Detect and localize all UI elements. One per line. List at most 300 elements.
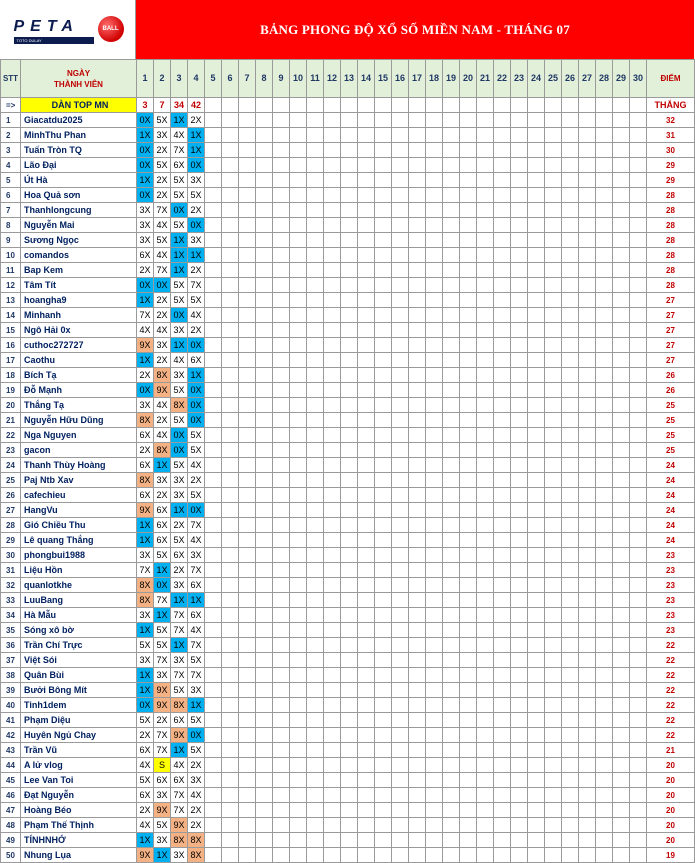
day-cell-empty [290, 548, 307, 563]
day-cell-empty [375, 833, 392, 848]
day-cell-empty [545, 698, 562, 713]
row-score: 26 [647, 368, 695, 383]
day-cell-empty [545, 803, 562, 818]
day-cell: 2X [188, 323, 205, 338]
day-cell-empty [273, 443, 290, 458]
day-cell-empty [409, 563, 426, 578]
day-cell-empty [596, 413, 613, 428]
day-cell-empty [443, 398, 460, 413]
day-cell-empty [307, 323, 324, 338]
day-cell-empty [579, 563, 596, 578]
row-stt: 35 [1, 623, 21, 638]
day-cell-empty [392, 278, 409, 293]
day-cell-empty [528, 473, 545, 488]
day-cell: 7X [171, 143, 188, 158]
day-cell-empty [494, 548, 511, 563]
day-cell-empty [409, 323, 426, 338]
day-cell-empty [307, 128, 324, 143]
day-cell-empty [494, 188, 511, 203]
day-cell-empty [409, 668, 426, 683]
day-cell-empty [426, 728, 443, 743]
day-cell-empty [494, 353, 511, 368]
day-cell-empty [562, 623, 579, 638]
day-cell-empty [511, 323, 528, 338]
day-cell-empty [358, 428, 375, 443]
day-cell-empty [307, 833, 324, 848]
day-cell: 7X [154, 743, 171, 758]
table-row [1, 473, 695, 488]
day-cell-empty [205, 818, 222, 833]
day-cell-empty [256, 833, 273, 848]
day-cell-empty [409, 803, 426, 818]
day-cell-empty [341, 158, 358, 173]
day-cell-empty [511, 653, 528, 668]
day-cell-empty [239, 443, 256, 458]
day-cell-empty [307, 158, 324, 173]
day-cell-empty [324, 443, 341, 458]
day-cell-empty [562, 563, 579, 578]
day-cell-empty [341, 308, 358, 323]
day-cell-empty [409, 623, 426, 638]
day-cell-empty [477, 653, 494, 668]
day-cell-empty [579, 683, 596, 698]
day-cell: 2X [137, 263, 154, 278]
day-cell: 3X [137, 218, 154, 233]
day-cell: 8X [137, 413, 154, 428]
row-score: 29 [647, 158, 695, 173]
header-day-30: 30 [630, 60, 647, 98]
day-cell-empty [273, 368, 290, 383]
day-cell-empty [494, 248, 511, 263]
day-cell-empty [596, 383, 613, 398]
day-cell: 5X [154, 818, 171, 833]
day-cell-empty [409, 488, 426, 503]
row-stt: 18 [1, 368, 21, 383]
day-cell-empty [324, 578, 341, 593]
day-cell: 4X [137, 818, 154, 833]
day-cell-empty [562, 383, 579, 398]
row-score: 22 [647, 728, 695, 743]
day-cell-empty [239, 593, 256, 608]
day-cell-empty [528, 458, 545, 473]
day-cell-empty [460, 533, 477, 548]
day-cell-empty [307, 533, 324, 548]
day-cell-empty [409, 683, 426, 698]
day-cell-empty [494, 833, 511, 848]
day-cell-empty [290, 398, 307, 413]
day-cell-empty [613, 473, 630, 488]
day-cell-empty [273, 833, 290, 848]
day-cell-empty [239, 803, 256, 818]
day-cell-empty [477, 638, 494, 653]
day-cell-empty [477, 818, 494, 833]
day-cell-empty [222, 593, 239, 608]
day-cell-empty [358, 248, 375, 263]
day-cell-empty [392, 683, 409, 698]
day-cell: 1X [188, 128, 205, 143]
table-row [1, 248, 695, 263]
day-cell-empty [358, 338, 375, 353]
day-cell-empty [460, 428, 477, 443]
day-cell-empty [596, 503, 613, 518]
day-cell-empty [528, 203, 545, 218]
day-cell-empty [596, 533, 613, 548]
day-cell-empty [375, 653, 392, 668]
day-cell-empty [341, 788, 358, 803]
day-cell: 3X [171, 578, 188, 593]
day-cell-empty [545, 218, 562, 233]
day-cell-empty [528, 578, 545, 593]
day-cell-empty [239, 608, 256, 623]
day-cell-empty [290, 128, 307, 143]
day-cell-empty [494, 683, 511, 698]
row-stt: 26 [1, 488, 21, 503]
day-cell-empty [392, 128, 409, 143]
day-cell-empty [256, 248, 273, 263]
day-cell-empty [545, 398, 562, 413]
day-cell-empty [477, 218, 494, 233]
day-cell-empty [613, 173, 630, 188]
day-cell-empty [460, 833, 477, 848]
day-cell-empty [273, 233, 290, 248]
day-cell-empty [511, 473, 528, 488]
table-row [1, 233, 695, 248]
row-stt: 47 [1, 803, 21, 818]
header-day-26: 26 [562, 60, 579, 98]
day-cell-empty [205, 278, 222, 293]
row-score: 20 [647, 803, 695, 818]
top-score: THẮNG [647, 98, 695, 113]
day-cell-empty [630, 818, 647, 833]
day-cell-empty [290, 713, 307, 728]
day-cell-empty [375, 473, 392, 488]
day-cell: 7X [137, 308, 154, 323]
day-cell-empty [460, 578, 477, 593]
day-cell-empty [375, 773, 392, 788]
day-cell-empty [222, 293, 239, 308]
day-cell-empty [562, 593, 579, 608]
day-cell-empty [426, 158, 443, 173]
day-cell-empty [443, 713, 460, 728]
top-day-7 [239, 98, 256, 113]
day-cell-empty [426, 758, 443, 773]
day-cell-empty [477, 248, 494, 263]
day-cell-empty [273, 173, 290, 188]
day-cell-empty [511, 503, 528, 518]
day-cell-empty [596, 443, 613, 458]
day-cell-empty [426, 248, 443, 263]
day-cell-empty [630, 473, 647, 488]
day-cell-empty [511, 443, 528, 458]
row-member: Phạm Diệu [21, 713, 137, 728]
day-cell-empty [579, 593, 596, 608]
day-cell: 5X [171, 533, 188, 548]
day-cell: 3X [154, 668, 171, 683]
day-cell: 7X [188, 638, 205, 653]
day-cell-empty [375, 743, 392, 758]
day-cell-empty [511, 683, 528, 698]
top-day-1: 3 [137, 98, 154, 113]
day-cell-empty [596, 548, 613, 563]
row-score: 22 [647, 713, 695, 728]
day-cell-empty [222, 413, 239, 428]
day-cell-empty [562, 143, 579, 158]
day-cell: 5X [154, 548, 171, 563]
row-stt: 30 [1, 548, 21, 563]
day-cell: 6X [188, 578, 205, 593]
day-cell-empty [511, 278, 528, 293]
day-cell: 1X [171, 113, 188, 128]
day-cell-empty [239, 518, 256, 533]
day-cell: 1X [137, 623, 154, 638]
day-cell-empty [358, 413, 375, 428]
header-day-2: 2 [154, 60, 171, 98]
header-day-9: 9 [273, 60, 290, 98]
day-cell: 5X [171, 413, 188, 428]
day-cell-empty [307, 818, 324, 833]
day-cell-empty [256, 413, 273, 428]
day-cell: 1X [137, 353, 154, 368]
day-cell-empty [477, 263, 494, 278]
day-cell-empty [341, 728, 358, 743]
row-score: 22 [647, 638, 695, 653]
day-cell-empty [460, 383, 477, 398]
day-cell: 7X [171, 668, 188, 683]
day-cell: 7X [154, 263, 171, 278]
day-cell-empty [307, 443, 324, 458]
row-member: MinhThu Phan [21, 128, 137, 143]
day-cell-empty [426, 233, 443, 248]
day-cell-empty [528, 773, 545, 788]
day-cell: 6X [154, 533, 171, 548]
day-cell-empty [358, 443, 375, 458]
day-cell-empty [630, 413, 647, 428]
day-cell: 2X [154, 353, 171, 368]
day-cell-empty [562, 848, 579, 863]
day-cell-empty [341, 293, 358, 308]
day-cell-empty [562, 638, 579, 653]
day-cell: 5X [154, 623, 171, 638]
day-cell: 3X [137, 653, 154, 668]
day-cell-empty [630, 233, 647, 248]
row-member: Lão Đại [21, 158, 137, 173]
day-cell-empty [477, 728, 494, 743]
day-cell-empty [613, 818, 630, 833]
day-cell-empty [324, 353, 341, 368]
day-cell-empty [392, 143, 409, 158]
day-cell-empty [511, 128, 528, 143]
table-row [1, 758, 695, 773]
table-row [1, 728, 695, 743]
day-cell-empty [358, 188, 375, 203]
day-cell-empty [613, 308, 630, 323]
day-cell: 7X [171, 788, 188, 803]
row-member: Lee Van Toi [21, 773, 137, 788]
day-cell: 7X [188, 668, 205, 683]
top-day-29 [613, 98, 630, 113]
day-cell: 3X [188, 173, 205, 188]
day-cell-empty [579, 473, 596, 488]
top-day-26 [562, 98, 579, 113]
row-score: 24 [647, 488, 695, 503]
day-cell-empty [222, 728, 239, 743]
day-cell-empty [494, 578, 511, 593]
day-cell-empty [358, 503, 375, 518]
day-cell-empty [596, 173, 613, 188]
day-cell-empty [392, 338, 409, 353]
day-cell-empty [426, 803, 443, 818]
day-cell-empty [443, 698, 460, 713]
day-cell-empty [460, 233, 477, 248]
top-day-12 [324, 98, 341, 113]
day-cell-empty [545, 833, 562, 848]
day-cell-empty [545, 278, 562, 293]
day-cell-empty [324, 128, 341, 143]
day-cell-empty [409, 788, 426, 803]
day-cell-empty [426, 848, 443, 863]
day-cell-empty [579, 428, 596, 443]
day-cell-empty [341, 773, 358, 788]
day-cell-empty [562, 488, 579, 503]
day-cell-empty [290, 608, 307, 623]
day-cell-empty [528, 503, 545, 518]
logo-letters: PETA [13, 17, 79, 35]
day-cell-empty [443, 383, 460, 398]
top-day-15 [375, 98, 392, 113]
day-cell-empty [562, 518, 579, 533]
day-cell-empty [256, 578, 273, 593]
day-cell-empty [375, 233, 392, 248]
day-cell-empty [324, 548, 341, 563]
day-cell-empty [205, 293, 222, 308]
day-cell-empty [528, 728, 545, 743]
day-cell-empty [596, 323, 613, 338]
day-cell: 2X [154, 308, 171, 323]
day-cell: 3X [171, 323, 188, 338]
day-cell-empty [341, 398, 358, 413]
day-cell-empty [579, 158, 596, 173]
day-cell-empty [596, 653, 613, 668]
day-cell: 1X [188, 368, 205, 383]
day-cell: 0X [137, 143, 154, 158]
day-cell-empty [511, 248, 528, 263]
day-cell-empty [528, 653, 545, 668]
day-cell-empty [545, 263, 562, 278]
day-cell-empty [256, 563, 273, 578]
day-cell: 6X [171, 773, 188, 788]
day-cell: 3X [154, 788, 171, 803]
day-cell-empty [511, 353, 528, 368]
day-cell: 4X [154, 398, 171, 413]
day-cell-empty [494, 818, 511, 833]
day-cell-empty [324, 428, 341, 443]
day-cell-empty [409, 248, 426, 263]
day-cell-empty [579, 788, 596, 803]
day-cell-empty [545, 743, 562, 758]
day-cell-empty [222, 278, 239, 293]
day-cell-empty [341, 113, 358, 128]
day-cell-empty [494, 368, 511, 383]
day-cell: S [154, 758, 171, 773]
day-cell-empty [307, 488, 324, 503]
day-cell-empty [511, 758, 528, 773]
day-cell-empty [477, 413, 494, 428]
day-cell-empty [477, 203, 494, 218]
day-cell-empty [511, 638, 528, 653]
day-cell-empty [222, 488, 239, 503]
day-cell: 2X [154, 713, 171, 728]
day-cell-empty [273, 143, 290, 158]
day-cell-empty [426, 563, 443, 578]
day-cell-empty [562, 158, 579, 173]
day-cell-empty [545, 143, 562, 158]
day-cell-empty [443, 803, 460, 818]
day-cell-empty [562, 608, 579, 623]
day-cell-empty [256, 638, 273, 653]
day-cell-empty [494, 293, 511, 308]
day-cell-empty [358, 533, 375, 548]
day-cell-empty [239, 623, 256, 638]
day-cell-empty [392, 743, 409, 758]
day-cell: 7X [171, 608, 188, 623]
day-cell-empty [341, 818, 358, 833]
row-stt: 24 [1, 458, 21, 473]
day-cell-empty [409, 593, 426, 608]
day-cell-empty [630, 158, 647, 173]
day-cell-empty [511, 803, 528, 818]
row-stt: 36 [1, 638, 21, 653]
day-cell-empty [324, 593, 341, 608]
day-cell-empty [358, 608, 375, 623]
day-cell-empty [596, 833, 613, 848]
header-day-14: 14 [358, 60, 375, 98]
day-cell-empty [528, 188, 545, 203]
day-cell-empty [341, 743, 358, 758]
day-cell-empty [596, 698, 613, 713]
day-cell-empty [324, 143, 341, 158]
day-cell: 7X [188, 278, 205, 293]
day-cell-empty [494, 383, 511, 398]
day-cell-empty [290, 833, 307, 848]
day-cell-empty [307, 788, 324, 803]
day-cell-empty [613, 203, 630, 218]
day-cell-empty [324, 668, 341, 683]
day-cell-empty [613, 668, 630, 683]
day-cell-empty [307, 203, 324, 218]
day-cell-empty [596, 218, 613, 233]
day-cell-empty [443, 638, 460, 653]
day-cell-empty [307, 413, 324, 428]
day-cell-empty [409, 353, 426, 368]
header-day-15: 15 [375, 60, 392, 98]
row-score: 24 [647, 458, 695, 473]
day-cell-empty [460, 593, 477, 608]
day-cell-empty [324, 308, 341, 323]
day-cell-empty [205, 233, 222, 248]
row-score: 20 [647, 773, 695, 788]
top-day-8 [256, 98, 273, 113]
day-cell-empty [409, 728, 426, 743]
day-cell: 2X [188, 263, 205, 278]
day-cell: 7X [154, 728, 171, 743]
day-cell-empty [324, 608, 341, 623]
row-stt: 34 [1, 608, 21, 623]
day-cell-empty [613, 698, 630, 713]
day-cell: 1X [188, 593, 205, 608]
day-cell-empty [375, 668, 392, 683]
day-cell-empty [324, 113, 341, 128]
day-cell-empty [239, 473, 256, 488]
